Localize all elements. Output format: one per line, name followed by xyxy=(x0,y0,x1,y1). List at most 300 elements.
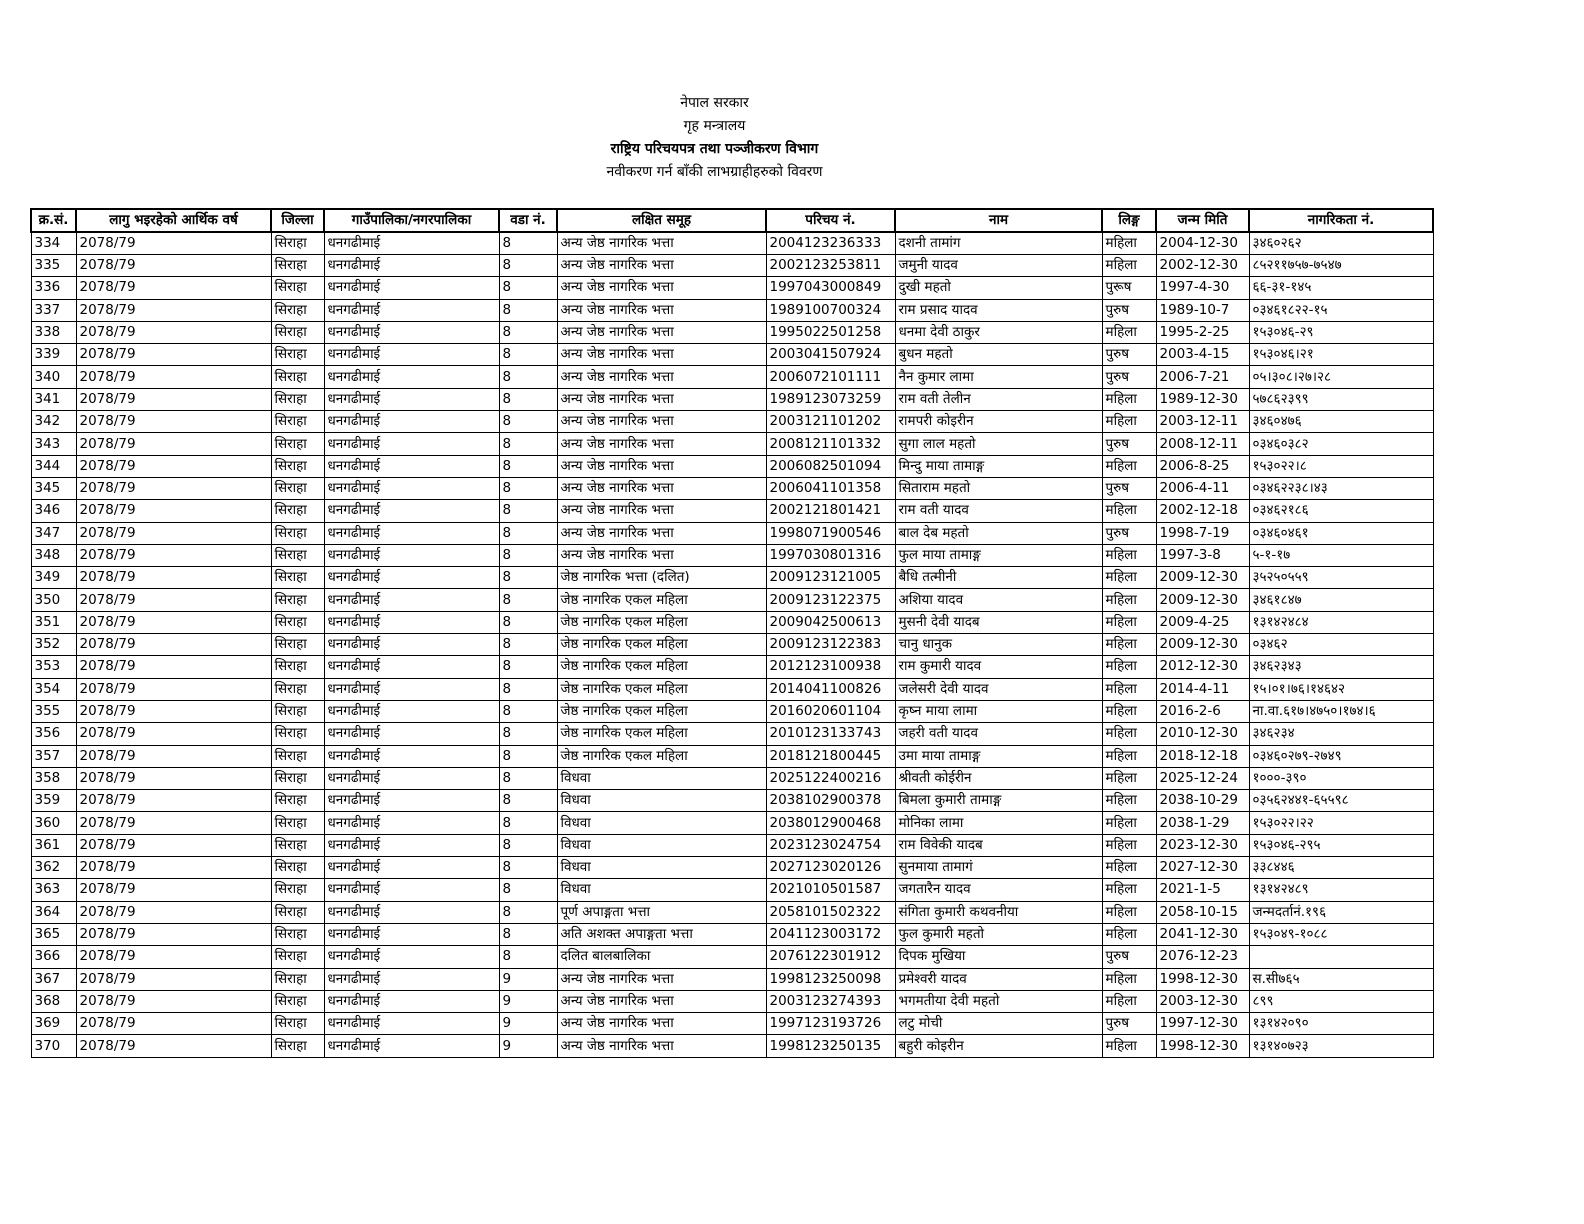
cell-district: सिराहा xyxy=(271,477,324,499)
cell-fiscal-year: 2078/79 xyxy=(76,923,271,945)
cell-ward-number: 9 xyxy=(499,968,557,990)
cell-fiscal-year: 2078/79 xyxy=(76,946,271,968)
cell-target-group: अन्य जेष्ठ नागरिक भत्ता xyxy=(557,477,766,499)
cell-fiscal-year: 2078/79 xyxy=(76,567,271,589)
cell-gender: पुरुष xyxy=(1102,433,1156,455)
cell-target-group: अन्य जेष्ठ नागरिक भत्ता xyxy=(557,411,766,433)
cell-gender: महिला xyxy=(1102,879,1156,901)
table-row xyxy=(31,544,1433,566)
cell-fiscal-year: 2078/79 xyxy=(76,500,271,522)
cell-ward-number: 8 xyxy=(499,745,557,767)
cell-target-group: अन्य जेष्ठ नागरिक भत्ता xyxy=(557,522,766,544)
cell-citizenship-number: १५३०४६-२९ xyxy=(1249,321,1433,343)
cell-ward-number: 8 xyxy=(499,678,557,700)
table-row xyxy=(31,255,1433,277)
cell-name: बाल देब महतो xyxy=(895,522,1102,544)
cell-serial-number: 360 xyxy=(31,812,76,834)
cell-identity-number: 2009123121005 xyxy=(766,567,895,589)
cell-name: दशनी तामांग xyxy=(895,232,1102,255)
cell-gender: महिला xyxy=(1102,790,1156,812)
cell-serial-number: 337 xyxy=(31,299,76,321)
cell-fiscal-year: 2078/79 xyxy=(76,745,271,767)
column-header-target-group: लक्षित समूह xyxy=(557,209,766,232)
cell-serial-number: 335 xyxy=(31,255,76,277)
cell-ward-number: 8 xyxy=(499,455,557,477)
cell-serial-number: 353 xyxy=(31,656,76,678)
cell-birth-date: 2002-12-18 xyxy=(1156,500,1249,522)
cell-target-group: अन्य जेष्ठ नागरिक भत्ता xyxy=(557,455,766,477)
cell-fiscal-year: 2078/79 xyxy=(76,411,271,433)
cell-ward-number: 8 xyxy=(499,634,557,656)
cell-fiscal-year: 2078/79 xyxy=(76,344,271,366)
cell-identity-number: 2058101502322 xyxy=(766,901,895,923)
cell-birth-date: 1998-7-19 xyxy=(1156,522,1249,544)
cell-birth-date: 1989-10-7 xyxy=(1156,299,1249,321)
cell-name: सुनमाया तामागं xyxy=(895,857,1102,879)
cell-citizenship-number: ३४६०४७६ xyxy=(1249,411,1433,433)
cell-district: सिराहा xyxy=(271,656,324,678)
cell-serial-number: 340 xyxy=(31,366,76,388)
table-row xyxy=(31,589,1433,611)
cell-birth-date: 1998-12-30 xyxy=(1156,968,1249,990)
cell-citizenship-number: ३४६०२६२ xyxy=(1249,232,1433,255)
cell-target-group: अन्य जेष्ठ नागरिक भत्ता xyxy=(557,321,766,343)
cell-citizenship-number: ०३५६२४४१-६५५९८ xyxy=(1249,790,1433,812)
cell-birth-date: 2012-12-30 xyxy=(1156,656,1249,678)
cell-municipality: धनगढीमाई xyxy=(324,857,499,879)
cell-ward-number: 8 xyxy=(499,366,557,388)
cell-fiscal-year: 2078/79 xyxy=(76,767,271,789)
cell-district: सिराहा xyxy=(271,589,324,611)
cell-birth-date: 2008-12-11 xyxy=(1156,433,1249,455)
cell-name: सिताराम महतो xyxy=(895,477,1102,499)
cell-district: सिराहा xyxy=(271,411,324,433)
cell-target-group: अति अशक्त अपाङ्गता भत्ता xyxy=(557,923,766,945)
cell-citizenship-number: ५७८६२३९९ xyxy=(1249,388,1433,410)
cell-identity-number: 2004123236333 xyxy=(766,232,895,255)
cell-fiscal-year: 2078/79 xyxy=(76,277,271,299)
cell-citizenship-number: ८५२११७५७-७५४७ xyxy=(1249,255,1433,277)
cell-district: सिराहा xyxy=(271,277,324,299)
cell-citizenship-number: १५३०२२।२२ xyxy=(1249,812,1433,834)
cell-serial-number: 366 xyxy=(31,946,76,968)
cell-gender: महिला xyxy=(1102,232,1156,255)
cell-identity-number: 1995022501258 xyxy=(766,321,895,343)
header-ministry: गृह मन्त्रालय xyxy=(683,118,746,134)
cell-district: सिराहा xyxy=(271,634,324,656)
cell-name: मिन्दु माया तामाङ्ग xyxy=(895,455,1102,477)
cell-target-group: जेष्ठ नागरिक एकल महिला xyxy=(557,723,766,745)
table-row xyxy=(31,656,1433,678)
cell-name: जहरी वती यादव xyxy=(895,723,1102,745)
cell-district: सिराहा xyxy=(271,344,324,366)
cell-target-group: अन्य जेष्ठ नागरिक भत्ता xyxy=(557,990,766,1012)
cell-fiscal-year: 2078/79 xyxy=(76,723,271,745)
cell-serial-number: 348 xyxy=(31,544,76,566)
cell-citizenship-number: जन्मदर्तानं.१९६ xyxy=(1249,901,1433,923)
cell-birth-date: 2021-1-5 xyxy=(1156,879,1249,901)
cell-citizenship-number: १५३०२२।८ xyxy=(1249,455,1433,477)
cell-serial-number: 361 xyxy=(31,834,76,856)
cell-birth-date: 2018-12-18 xyxy=(1156,745,1249,767)
cell-name: मुसनी देवी यादब xyxy=(895,611,1102,633)
cell-name: राम वती यादव xyxy=(895,500,1102,522)
cell-birth-date: 1997-12-30 xyxy=(1156,1013,1249,1035)
table-row xyxy=(31,745,1433,767)
cell-ward-number: 8 xyxy=(499,767,557,789)
cell-district: सिराहा xyxy=(271,700,324,722)
cell-ward-number: 8 xyxy=(499,656,557,678)
cell-municipality: धनगढीमाई xyxy=(324,544,499,566)
cell-ward-number: 8 xyxy=(499,700,557,722)
cell-identity-number: 1989123073259 xyxy=(766,388,895,410)
cell-name: श्रीवती कोईरीन xyxy=(895,767,1102,789)
table-row xyxy=(31,857,1433,879)
cell-name: मोनिका लामा xyxy=(895,812,1102,834)
cell-birth-date: 2006-8-25 xyxy=(1156,455,1249,477)
cell-gender: महिला xyxy=(1102,500,1156,522)
cell-serial-number: 362 xyxy=(31,857,76,879)
cell-fiscal-year: 2078/79 xyxy=(76,321,271,343)
cell-birth-date: 2038-1-29 xyxy=(1156,812,1249,834)
cell-district: सिराहा xyxy=(271,321,324,343)
cell-serial-number: 351 xyxy=(31,611,76,633)
cell-ward-number: 9 xyxy=(499,990,557,1012)
cell-gender: महिला xyxy=(1102,388,1156,410)
cell-target-group: अन्य जेष्ठ नागरिक भत्ता xyxy=(557,299,766,321)
cell-name: रामपरी काेइरीन xyxy=(895,411,1102,433)
cell-citizenship-number: ३४६२३४ xyxy=(1249,723,1433,745)
cell-citizenship-number: ०३४६०२७९-२७४९ xyxy=(1249,745,1433,767)
cell-serial-number: 356 xyxy=(31,723,76,745)
table-row xyxy=(31,1035,1433,1057)
cell-serial-number: 343 xyxy=(31,433,76,455)
cell-fiscal-year: 2078/79 xyxy=(76,879,271,901)
cell-name: भगमतीया देवी महतो xyxy=(895,990,1102,1012)
cell-serial-number: 341 xyxy=(31,388,76,410)
cell-serial-number: 357 xyxy=(31,745,76,767)
cell-identity-number: 2021010501587 xyxy=(766,879,895,901)
cell-ward-number: 8 xyxy=(499,923,557,945)
cell-citizenship-number: १३१४२४८४ xyxy=(1249,611,1433,633)
table-row xyxy=(31,277,1433,299)
cell-gender: पुरुष xyxy=(1102,344,1156,366)
cell-ward-number: 8 xyxy=(499,589,557,611)
cell-gender: पुरुष xyxy=(1102,299,1156,321)
cell-gender: महिला xyxy=(1102,1035,1156,1057)
cell-fiscal-year: 2078/79 xyxy=(76,812,271,834)
cell-municipality: धनगढीमाई xyxy=(324,522,499,544)
cell-identity-number: 1997030801316 xyxy=(766,544,895,566)
cell-ward-number: 8 xyxy=(499,723,557,745)
cell-target-group: जेष्ठ नागरिक एकल महिला xyxy=(557,656,766,678)
cell-ward-number: 8 xyxy=(499,790,557,812)
cell-name: बैधि तत्मीनी xyxy=(895,567,1102,589)
cell-fiscal-year: 2078/79 xyxy=(76,678,271,700)
table-row xyxy=(31,767,1433,789)
cell-target-group: अन्य जेष्ठ नागरिक भत्ता xyxy=(557,433,766,455)
cell-serial-number: 358 xyxy=(31,767,76,789)
cell-fiscal-year: 2078/79 xyxy=(76,790,271,812)
cell-gender: महिला xyxy=(1102,968,1156,990)
cell-birth-date: 2014-4-11 xyxy=(1156,678,1249,700)
cell-district: सिराहा xyxy=(271,455,324,477)
table-body xyxy=(31,232,1433,1057)
cell-citizenship-number: ०३४६२ xyxy=(1249,634,1433,656)
cell-target-group: जेष्ठ नागरिक एकल महिला xyxy=(557,745,766,767)
cell-citizenship-number: १३१४२४८९ xyxy=(1249,879,1433,901)
cell-citizenship-number: ३४६२३४३ xyxy=(1249,656,1433,678)
cell-target-group: विधवा xyxy=(557,790,766,812)
cell-name: दुखी महतो xyxy=(895,277,1102,299)
table-row xyxy=(31,611,1433,633)
column-header-gender: लिङ्ग xyxy=(1102,209,1156,232)
cell-target-group: अन्य जेष्ठ नागरिक भत्ता xyxy=(557,1013,766,1035)
cell-ward-number: 8 xyxy=(499,857,557,879)
cell-municipality: धनगढीमाई xyxy=(324,321,499,343)
cell-birth-date: 2038-10-29 xyxy=(1156,790,1249,812)
cell-serial-number: 368 xyxy=(31,990,76,1012)
cell-gender: महिला xyxy=(1102,321,1156,343)
cell-fiscal-year: 2078/79 xyxy=(76,834,271,856)
cell-fiscal-year: 2078/79 xyxy=(76,857,271,879)
cell-municipality: धनगढीमाई xyxy=(324,255,499,277)
cell-citizenship-number: १३१४२०९० xyxy=(1249,1013,1433,1035)
cell-ward-number: 9 xyxy=(499,1035,557,1057)
cell-serial-number: 364 xyxy=(31,901,76,923)
cell-municipality: धनगढीमाई xyxy=(324,834,499,856)
cell-serial-number: 370 xyxy=(31,1035,76,1057)
cell-identity-number: 1989100700324 xyxy=(766,299,895,321)
table-row xyxy=(31,990,1433,1012)
cell-district: सिराहा xyxy=(271,255,324,277)
cell-target-group: अन्य जेष्ठ नागरिक भत्ता xyxy=(557,1035,766,1057)
cell-serial-number: 354 xyxy=(31,678,76,700)
cell-ward-number: 8 xyxy=(499,834,557,856)
cell-ward-number: 8 xyxy=(499,411,557,433)
cell-fiscal-year: 2078/79 xyxy=(76,522,271,544)
cell-ward-number: 8 xyxy=(499,879,557,901)
cell-district: सिराहा xyxy=(271,1035,324,1057)
cell-birth-date: 2025-12-24 xyxy=(1156,767,1249,789)
cell-target-group: अन्य जेष्ठ नागरिक भत्ता xyxy=(557,968,766,990)
cell-identity-number: 2010123133743 xyxy=(766,723,895,745)
cell-fiscal-year: 2078/79 xyxy=(76,990,271,1012)
cell-birth-date: 2003-12-30 xyxy=(1156,990,1249,1012)
cell-fiscal-year: 2078/79 xyxy=(76,589,271,611)
cell-municipality: धनगढीमाई xyxy=(324,388,499,410)
cell-birth-date: 2023-12-30 xyxy=(1156,834,1249,856)
cell-serial-number: 367 xyxy=(31,968,76,990)
cell-municipality: धनगढीमाई xyxy=(324,611,499,633)
cell-district: सिराहा xyxy=(271,990,324,1012)
cell-gender: महिला xyxy=(1102,634,1156,656)
cell-district: सिराहा xyxy=(271,567,324,589)
cell-birth-date: 2009-12-30 xyxy=(1156,589,1249,611)
table-row xyxy=(31,321,1433,343)
cell-name: नैन कुमार लामा xyxy=(895,366,1102,388)
table-row xyxy=(31,522,1433,544)
cell-gender: पुरुष xyxy=(1102,1013,1156,1035)
cell-gender: पुरुष xyxy=(1102,946,1156,968)
cell-identity-number: 2014041100826 xyxy=(766,678,895,700)
table-row xyxy=(31,879,1433,901)
table-row xyxy=(31,700,1433,722)
cell-identity-number: 2023123024754 xyxy=(766,834,895,856)
cell-fiscal-year: 2078/79 xyxy=(76,366,271,388)
cell-target-group: अन्य जेष्ठ नागरिक भत्ता xyxy=(557,544,766,566)
cell-name: चानु धानुक xyxy=(895,634,1102,656)
cell-municipality: धनगढीमाई xyxy=(324,745,499,767)
cell-name: संगिता कुमारी कथवनीया xyxy=(895,901,1102,923)
cell-gender: महिला xyxy=(1102,656,1156,678)
table-row xyxy=(31,455,1433,477)
cell-identity-number: 2038012900468 xyxy=(766,812,895,834)
cell-target-group: जेष्ठ नागरिक एकल महिला xyxy=(557,611,766,633)
table-row xyxy=(31,299,1433,321)
table-row xyxy=(31,790,1433,812)
cell-birth-date: 2003-4-15 xyxy=(1156,344,1249,366)
cell-district: सिराहा xyxy=(271,433,324,455)
cell-fiscal-year: 2078/79 xyxy=(76,299,271,321)
cell-gender: महिला xyxy=(1102,857,1156,879)
cell-ward-number: 8 xyxy=(499,522,557,544)
cell-target-group: दलित बालबालिका xyxy=(557,946,766,968)
cell-ward-number: 8 xyxy=(499,321,557,343)
cell-fiscal-year: 2078/79 xyxy=(76,455,271,477)
cell-target-group: जेष्ठ नागरिक एकल महिला xyxy=(557,700,766,722)
cell-target-group: विधवा xyxy=(557,767,766,789)
cell-birth-date: 1997-4-30 xyxy=(1156,277,1249,299)
cell-municipality: धनगढीमाई xyxy=(324,299,499,321)
cell-municipality: धनगढीमाई xyxy=(324,968,499,990)
cell-district: सिराहा xyxy=(271,946,324,968)
cell-fiscal-year: 2078/79 xyxy=(76,634,271,656)
cell-identity-number: 2076122301912 xyxy=(766,946,895,968)
cell-birth-date: 2002-12-30 xyxy=(1156,255,1249,277)
cell-ward-number: 9 xyxy=(499,1013,557,1035)
cell-serial-number: 346 xyxy=(31,500,76,522)
cell-municipality: धनगढीमाई xyxy=(324,990,499,1012)
cell-identity-number: 2018121800445 xyxy=(766,745,895,767)
table-header-row xyxy=(31,209,1433,232)
cell-target-group: अन्य जेष्ठ नागरिक भत्ता xyxy=(557,344,766,366)
cell-gender: महिला xyxy=(1102,901,1156,923)
cell-fiscal-year: 2078/79 xyxy=(76,232,271,255)
cell-birth-date: 2041-12-30 xyxy=(1156,923,1249,945)
table-row xyxy=(31,344,1433,366)
cell-municipality: धनगढीमाई xyxy=(324,455,499,477)
cell-gender: पुरुष xyxy=(1102,522,1156,544)
cell-district: सिराहा xyxy=(271,968,324,990)
cell-birth-date: 2009-12-30 xyxy=(1156,634,1249,656)
cell-municipality: धनगढीमाई xyxy=(324,879,499,901)
cell-gender: पुरुष xyxy=(1102,366,1156,388)
cell-municipality: धनगढीमाई xyxy=(324,723,499,745)
cell-district: सिराहा xyxy=(271,834,324,856)
cell-gender: महिला xyxy=(1102,611,1156,633)
cell-citizenship-number: स.सी७६५ xyxy=(1249,968,1433,990)
table-row xyxy=(31,477,1433,499)
cell-district: सिराहा xyxy=(271,857,324,879)
cell-birth-date: 2058-10-15 xyxy=(1156,901,1249,923)
cell-target-group: अन्य जेष्ठ नागरिक भत्ता xyxy=(557,232,766,255)
cell-citizenship-number: १५।०१।७६।१४६४२ xyxy=(1249,678,1433,700)
cell-fiscal-year: 2078/79 xyxy=(76,544,271,566)
cell-target-group: जेष्ठ नागरिक एकल महिला xyxy=(557,589,766,611)
cell-ward-number: 8 xyxy=(499,544,557,566)
cell-citizenship-number: ३४६१८४७ xyxy=(1249,589,1433,611)
cell-district: सिराहा xyxy=(271,232,324,255)
column-header-district: जिल्ला xyxy=(271,209,324,232)
cell-fiscal-year: 2078/79 xyxy=(76,388,271,410)
cell-municipality: धनगढीमाई xyxy=(324,366,499,388)
cell-citizenship-number xyxy=(1249,946,1433,968)
cell-name: बुधन महतो xyxy=(895,344,1102,366)
cell-name: राम प्रसाद यादव xyxy=(895,299,1102,321)
cell-target-group: पूर्ण अपाङ्गता भत्ता xyxy=(557,901,766,923)
cell-target-group: अन्य जेष्ठ नागरिक भत्ता xyxy=(557,366,766,388)
cell-district: सिराहा xyxy=(271,812,324,834)
cell-ward-number: 8 xyxy=(499,388,557,410)
cell-identity-number: 2006082501094 xyxy=(766,455,895,477)
cell-serial-number: 349 xyxy=(31,567,76,589)
cell-district: सिराहा xyxy=(271,901,324,923)
cell-fiscal-year: 2078/79 xyxy=(76,477,271,499)
cell-ward-number: 8 xyxy=(499,277,557,299)
cell-citizenship-number: ३३८४४६ xyxy=(1249,857,1433,879)
cell-citizenship-number: १३१४०७२३ xyxy=(1249,1035,1433,1057)
cell-district: सिराहा xyxy=(271,923,324,945)
cell-birth-date: 1995-2-25 xyxy=(1156,321,1249,343)
cell-identity-number: 2012123100938 xyxy=(766,656,895,678)
cell-gender: महिला xyxy=(1102,678,1156,700)
cell-target-group: विधवा xyxy=(557,879,766,901)
cell-municipality: धनगढीमाई xyxy=(324,700,499,722)
table-row xyxy=(31,834,1433,856)
cell-serial-number: 359 xyxy=(31,790,76,812)
cell-gender: महिला xyxy=(1102,544,1156,566)
cell-gender: महिला xyxy=(1102,812,1156,834)
table-row xyxy=(31,500,1433,522)
table-row xyxy=(31,946,1433,968)
cell-serial-number: 339 xyxy=(31,344,76,366)
table-row xyxy=(31,634,1433,656)
cell-fiscal-year: 2078/79 xyxy=(76,433,271,455)
cell-fiscal-year: 2078/79 xyxy=(76,901,271,923)
cell-district: सिराहा xyxy=(271,745,324,767)
cell-serial-number: 344 xyxy=(31,455,76,477)
column-header-birth-date: जन्म मिति xyxy=(1156,209,1249,232)
cell-ward-number: 8 xyxy=(499,344,557,366)
cell-citizenship-number: १५३०४६।२१ xyxy=(1249,344,1433,366)
cell-citizenship-number: ८९९ xyxy=(1249,990,1433,1012)
column-header-ward-number: वडा नं. xyxy=(499,209,557,232)
cell-target-group: अन्य जेष्ठ नागरिक भत्ता xyxy=(557,277,766,299)
cell-gender: महिला xyxy=(1102,255,1156,277)
cell-identity-number: 2027123020126 xyxy=(766,857,895,879)
cell-citizenship-number: ०३४६२२३८।४३ xyxy=(1249,477,1433,499)
cell-municipality: धनगढीमाई xyxy=(324,589,499,611)
cell-municipality: धनगढीमाई xyxy=(324,411,499,433)
table-row xyxy=(31,923,1433,945)
cell-ward-number: 8 xyxy=(499,901,557,923)
cell-identity-number: 2003123274393 xyxy=(766,990,895,1012)
cell-name: लटु मोची xyxy=(895,1013,1102,1035)
cell-district: सिराहा xyxy=(271,1013,324,1035)
cell-name: प्रमेश्वरी यादव xyxy=(895,968,1102,990)
cell-district: सिराहा xyxy=(271,366,324,388)
